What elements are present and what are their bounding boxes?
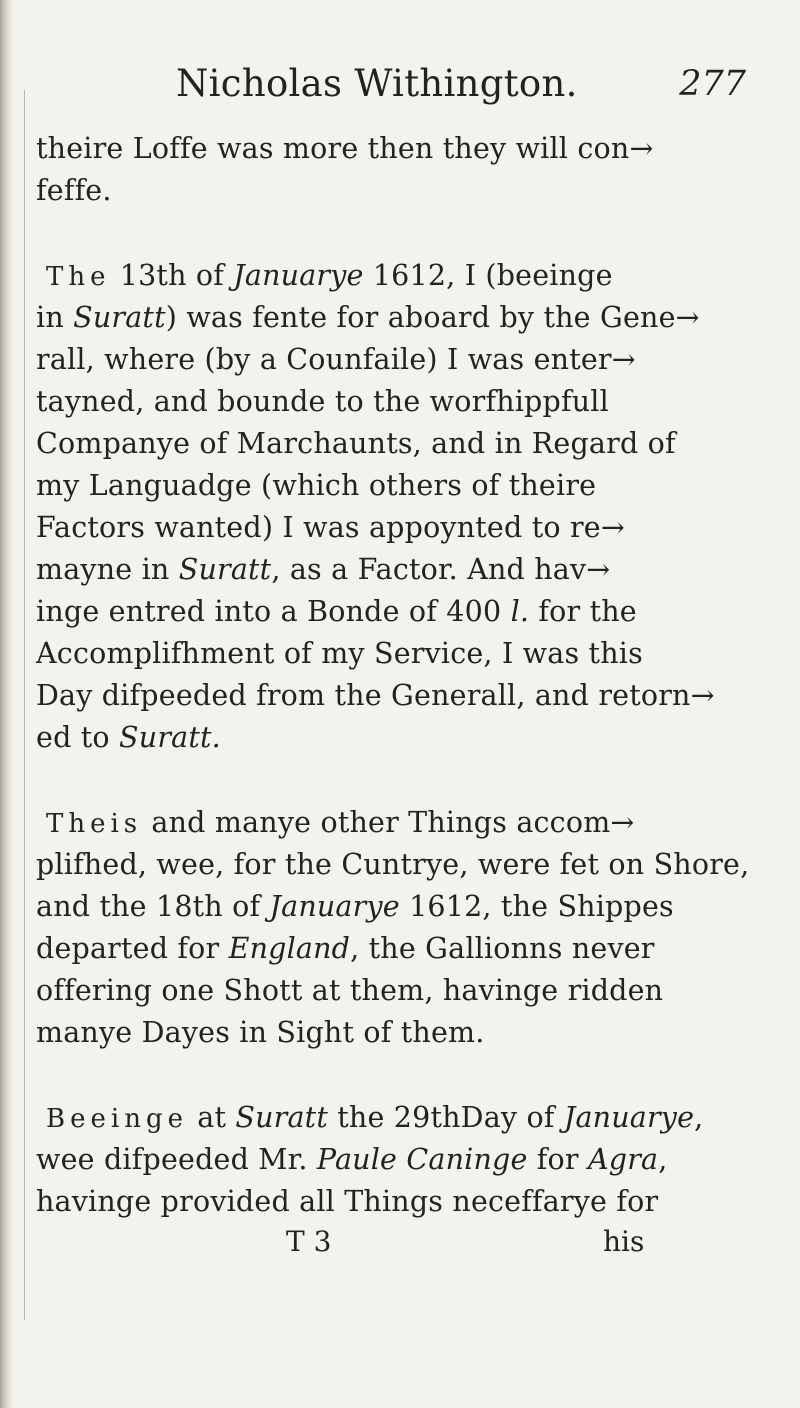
text-line: manye Dayes in Sight of them. xyxy=(36,1016,485,1049)
italic-name: Paule Caninge xyxy=(316,1143,528,1176)
running-head: Nicholas Withington. xyxy=(176,62,578,105)
page-number: 277 xyxy=(679,64,746,104)
page-header xyxy=(36,62,776,112)
italic-place: Suratt. xyxy=(119,721,221,754)
text-line: havinge provided all Things neceffarye for xyxy=(36,1185,659,1218)
italic-place: Suratt xyxy=(178,553,272,586)
text-line: mayne in Suratt, as a Factor. And hav→ xyxy=(36,553,611,586)
italic-month: Januarye xyxy=(269,890,400,923)
text-line: Day difpeeded from the Generall, and retorn→ xyxy=(36,679,715,712)
italic-place: England xyxy=(228,932,351,965)
signature-mark: T 3 xyxy=(286,1225,332,1258)
catchword: his xyxy=(603,1225,645,1258)
text-line: rall, where (by a Counfaile) I was enter→ xyxy=(36,343,636,376)
italic-month: Januarye xyxy=(233,259,364,292)
italic-month: Januarye xyxy=(563,1101,695,1134)
italic-place: Suratt xyxy=(73,301,166,334)
text-line: Theis and manye other Things accom→ xyxy=(46,806,635,839)
paragraph-1 xyxy=(36,128,776,212)
paragraph-2 xyxy=(36,255,776,759)
page-footer xyxy=(36,1223,776,1261)
small-caps-lead: The xyxy=(46,262,111,292)
text-line: in Suratt) was fente for aboard by the Gene→ xyxy=(36,301,700,334)
small-caps-lead: Beeinge xyxy=(46,1104,188,1134)
text-line: Factors wanted) I was appoynted to re→ xyxy=(36,511,625,544)
italic-place: Suratt xyxy=(235,1101,328,1134)
text-line: wee difpeeded Mr. Paule Caninge for Agra, xyxy=(36,1143,668,1176)
text-line: The 13th of Januarye 1612, I (beeinge xyxy=(46,259,613,292)
text-line: Beeinge at Suratt the 29thDay of Januarye, xyxy=(46,1101,704,1134)
text-line: Companye of Marchaunts, and in Regard of xyxy=(36,427,676,460)
text-line: and the 18th of Januarye 1612, the Shippes xyxy=(36,890,674,923)
paragraph-3 xyxy=(36,802,776,1054)
text-line: departed for England, the Gallionns never xyxy=(36,932,655,965)
text-line: feffe. xyxy=(36,174,112,207)
book-page xyxy=(36,62,776,1261)
text-line: theire Loffe was more then they will con→ xyxy=(36,132,654,165)
text-line: inge entred into a Bonde of 400 l. for the xyxy=(36,595,637,628)
text-line: Accomplifhment of my Service, I was this xyxy=(36,637,643,670)
small-caps-lead: Theis xyxy=(46,809,143,839)
book-spine-shadow xyxy=(0,0,14,1408)
gutter-line xyxy=(24,90,25,1320)
text-line: offering one Shott at them, havinge ridden xyxy=(36,974,664,1007)
italic-place: Agra xyxy=(587,1143,659,1176)
text-line: plifhed, wee, for the Cuntrye, were fet on Shore, xyxy=(36,848,750,881)
text-line: my Languadge (which others of theire xyxy=(36,469,597,502)
paragraph-4 xyxy=(36,1097,776,1223)
text-line: tayned, and bounde to the worfhippfull xyxy=(36,385,609,418)
text-line: ed to Suratt. xyxy=(36,721,221,754)
